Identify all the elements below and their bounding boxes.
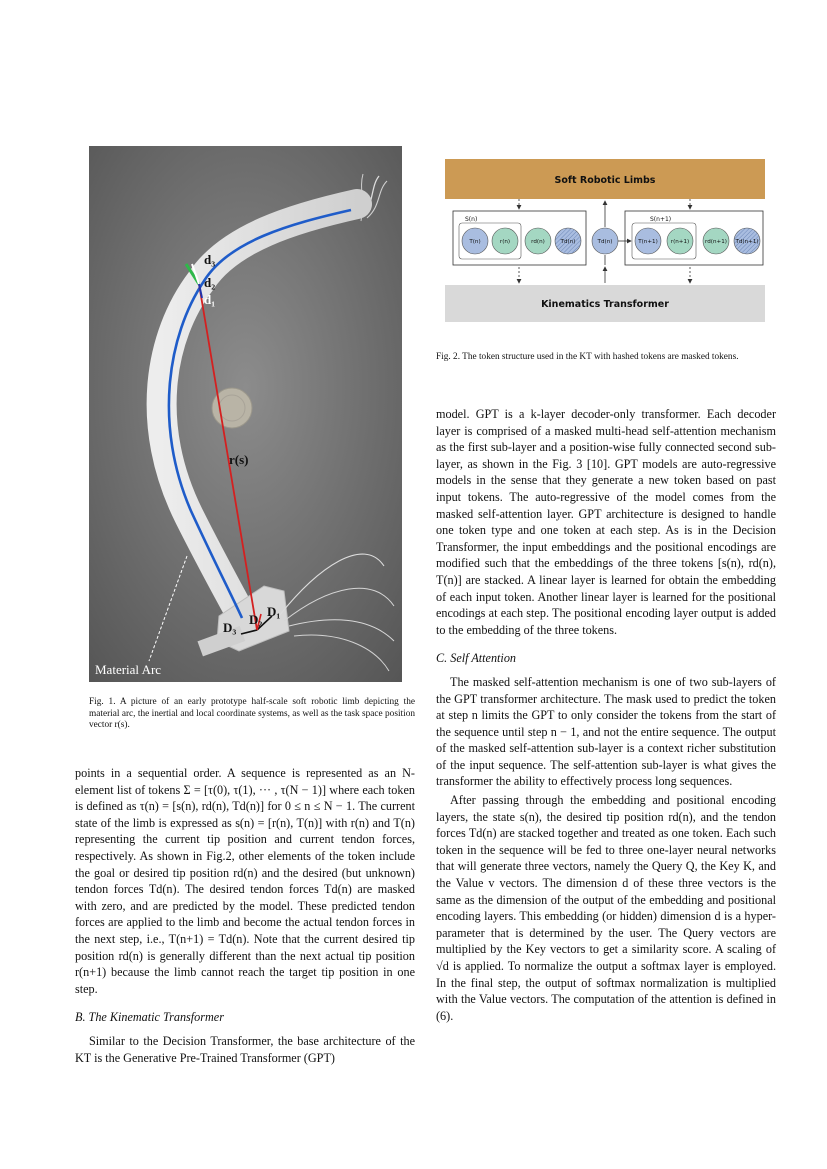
- token-rd-n-plus-1: rd(n+1): [705, 239, 727, 245]
- token-T-n: T(n): [469, 239, 481, 245]
- left-paragraph-1: points in a sequential order. A sequence is represented as an N-element list of tokens Σ = [τ(0), τ(1), ··· , τ(N − 1)] where each token is defined as τ(n) = [s(n), rd(n), Td(n)] for 0 ≤ n ≤ N − 1. The current state of the limb is expressed as s(n) = [r(n), T(n)] with r(n) and T(n) representing the current tip position and current tendon forces, respectively. As shown in Fig.2, other elements of the token include the goal or desired tip position rd(n) and the desired (but unknown) tendon forces Td(n). The desired tendon forces Td(n) are masked with zero, and are predicted by the model. These predicted tendon forces are applied to the limb and become the actual tendon forces in the next step, i.e., T(n+1) = Td(n). Note that the current desired tip position rd(n) is generally different than the next actual tip position r(n+1) because the limb cannot reach the target tip position in one step.: [75, 766, 415, 996]
- label-D1: D₁: [267, 604, 281, 619]
- token-rd-n: rd(n): [531, 239, 545, 245]
- right-column: [436, 406, 776, 1024]
- left-column: [75, 765, 415, 1066]
- label-d2: d₂: [204, 275, 216, 290]
- label-d1: d₁: [204, 292, 216, 307]
- token-Td-n-plus-1-masked: Td(n+1): [735, 239, 759, 245]
- right-paragraph-2: The masked self-attention mechanism is one of two sub-layers of the GPT transformer architecture. The mask used to predict the token at step n limits the GPT to only consider the tokens from the start of the sequence until step n − 1, and not the entire sequence. The output of the masked self-attention sub-layer is a context richer substitution of the input sequence. The self-attention sub-layer is what gives the transformer the ability to effectively process long sequences.: [436, 674, 776, 789]
- token-r-n: r(n): [499, 239, 511, 245]
- label-D3: D₃: [223, 620, 237, 635]
- token-r-n-plus-1: r(n+1): [670, 239, 690, 245]
- kinematics-transformer-label: Kinematics Transformer: [541, 299, 669, 310]
- token-Td-n-masked: Td(n): [560, 239, 576, 245]
- right-paragraph-1: model. GPT is a k-layer decoder-only transformer. Each decoder layer is comprised of a masked multi-head self-attention mechanism as the first sub-layer and a position-wise fully connected second sub-layer, as shown in the Fig. 3 [10]. GPT models are auto-regressive models in the sense that they generate a new token based on past input tokens. The auto-regressive of the model comes from the masked self-attention layer. GPT architecture is designed to handle one token type and one token at each step. As is in the Decision Transformer, the input embeddings and the positional encodings are modified such that the embeddings of the three tokens [s(n), rd(n), T(n)] are stacked. A linear layer is learned for obtain the embedding of each input token. Another linear layer is learned for the positional encodings at each step. The positional encoding layer output is added to the embedding of the three tokens.: [436, 407, 776, 637]
- group-label-s-n: S(n): [465, 216, 478, 223]
- group-label-s-n-plus-1: S(n+1): [650, 216, 672, 223]
- right-paragraph-3: After passing through the embedding and positional encoding layers, the state s(n), the desired tip position rd(n), and the tendon forces Td(n) are stacked together and treated as one token. Each such token in the sequence will be fed to three one-layer neural networks that will generate three vectors, namely the Query Q, the Key K, and the Value v vectors. The dimension d of these three vectors is the same as the dimension of the output of the embedding and positional encoding layers. This embedding (or hidden) dimension d is a hyper-parameter that is determined by the user. The Query vectors are multiplied by the Key vectors to get a similarity score. A scaling of √d is applied. To normalize the output a softmax layer is employed. In the final step, the output of softmax normalization is multiplied with the Value vectors. The computation of the attention is defined in (6).: [436, 793, 776, 1023]
- label-material-arc: Material Arc: [95, 662, 162, 677]
- section-heading-c: C. Self Attention: [436, 651, 517, 666]
- figure-2-diagram: [445, 159, 765, 322]
- figure-1-caption: Fig. 1. A picture of an early prototype half-scale soft robotic limb depicting the material arc, the inertial and local coordinate systems, as well as the task space position vector r(s).: [89, 697, 415, 731]
- label-r-s: r(s): [229, 452, 249, 467]
- token-T-n-plus-1: T(n+1): [638, 239, 658, 245]
- label-D2: D₂: [249, 612, 263, 627]
- figure-2-caption: Fig. 2. The token structure used in the KT with hashed tokens are masked tokens.: [436, 352, 739, 362]
- section-heading-b: B. The Kinematic Transformer: [75, 1010, 224, 1025]
- soft-robotic-limbs-label: Soft Robotic Limbs: [554, 175, 656, 186]
- figure-1-photo: [89, 146, 402, 682]
- token-Td-n-output: Td(n): [597, 239, 613, 245]
- label-d3: d₃: [204, 252, 216, 267]
- left-paragraph-2: Similar to the Decision Transformer, the base architecture of the KT is the Generative Pre-Trained Transformer (GPT): [75, 1033, 415, 1065]
